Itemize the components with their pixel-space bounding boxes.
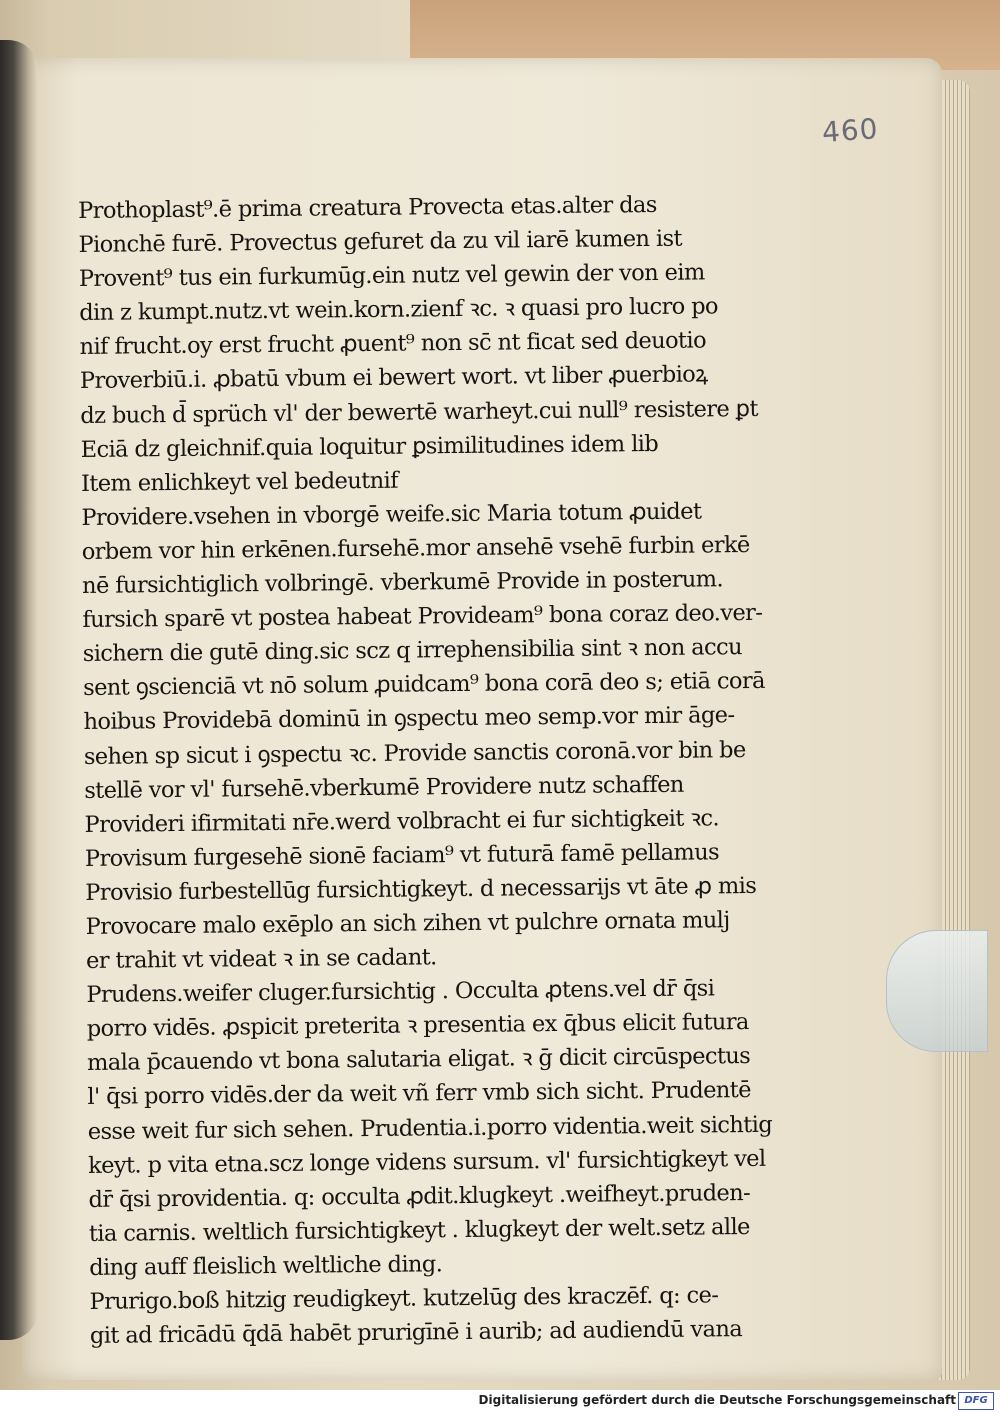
text-line: mala p̄cauendo vt bona salutaria eligat. ꝛ ḡ dicit circūspectus [86, 1043, 751, 1077]
text-line: tia carnis. weltlich fursichtigkeyt . klugkeyt der welt.setz alle [88, 1213, 750, 1247]
text-line: git ad fricādū q̄dā habēt prurigīnē i aurib; ad audiendū vana [89, 1316, 743, 1350]
dfg-logo: DFG [958, 1392, 994, 1410]
text-line: Provocare malo exēplo an sich zihen vt pulchre ornata mulj [85, 907, 730, 940]
text-line: l' q̄si porro vidēs.der da weit vñ ferr vmb sich sicht. Prudentē [87, 1077, 752, 1111]
text-line: Prurigo.boß hitzig reudigkeyt. kutzelūg des kraczēf. q: ce- [89, 1282, 719, 1315]
funding-credit: Digitalisierung gefördert durch die Deutsche Forschungsgemeinschaft [478, 1393, 956, 1407]
text-line: Provideri ifirmitati nr̄e.werd volbracht ei fur sichtigkeit ꝛc. [84, 805, 720, 838]
text-line: din z kumpt.nutz.vt wein.korn.zienf ꝛc. ꝛ quasi pro lucro po [79, 293, 719, 327]
text-line: Pionchē furē. Provectus gefuret da zu vil iarē kumen ist [78, 225, 683, 259]
text-line: hoibus Providebā dominū in ꝯspectu meo semp.vor mir āge- [83, 702, 735, 736]
page-clip [886, 930, 988, 1052]
text-line: sehen sp sicut i ꝯspectu ꝛc. Provide sanctis coronā.vor bin be [83, 736, 746, 770]
text-line: Prudens.weifer cluger.fursichtig . Occulta ꝓtens.vel dr̄ q̄si [86, 975, 715, 1009]
text-line: nē fursichtiglich volbringē. vberkumē Provide in posterum. [81, 566, 724, 600]
text-line: Proverbiū.i. ꝓbatū vbum ei bewert wort. vt liber ꝓuerbioꝝ [79, 361, 708, 395]
text-line: Provisio furbestellūg fursichtigkeyt. d necessarijs vt āte ꝓ mis [85, 872, 757, 906]
footer-bar [0, 1390, 1000, 1412]
text-line: dr̄ q̄si providentia. q: occulta ꝓdit.klugkeyt .weifheyt.pruden- [88, 1179, 751, 1213]
text-line: esse weit fur sich sehen. Prudentia.i.porro videntia.weit sichtig [87, 1111, 773, 1145]
text-line: Prothoplast⁹.ē prima creatura Provecta etas.alter das [78, 191, 657, 224]
text-line: er trahit vt videat ꝛ in se cadant. [85, 944, 437, 975]
text-line: ding auff fleislich weltliche ding. [89, 1251, 443, 1281]
text-line: keyt. p vita etna.scz longe videns sursum. vl' fursichtigkeyt vel [88, 1145, 766, 1179]
text-line: stellē vor vl' fursehē.vberkumē Providere nutz schaffen [84, 771, 684, 804]
text-line: Provent⁹ tus ein furkumūg.ein nutz vel gewin der von eim [78, 259, 705, 293]
text-line: orbem vor hin erkēnen.fursehē.mor ansehē vsehē furbin erkē [81, 531, 750, 565]
text-line: Provi̇dere.vsehen in vborgē weife.sic Maria totum ꝓuidet [81, 498, 702, 531]
page-text-block [78, 187, 780, 1353]
text-line: fursich sparē vt postea habeat Provideam⁹ bona coraz deo.ver- [82, 599, 763, 634]
text-line: nif frucht.oy erst frucht ꝓuent⁹ non sc̄ nt ficat sed deuotio [79, 327, 707, 361]
text-line: porro vidēs. ꝓspicit preterita ꝛ presentia ex q̄bus elicit futura [86, 1009, 749, 1043]
text-line: sent ꝯscienciā vt nō solum ꝓuidcam⁹ bona corā deo s; etiā corā [83, 668, 765, 702]
text-line: Eciā dz gleichnif.quia loquitur ꝑsimilitudines idem lib [80, 430, 659, 463]
text-line: dz buch d̄ sprüch vl' der bewertē warheyt.cui null⁹ resistere ꝑt [80, 395, 758, 429]
text-line: sichern die gutē ding.sic scz q irrephensibilia sint ꝛ non accu [82, 634, 743, 668]
left-page-curl [0, 40, 38, 1340]
text-line: Provisum furgesehē sionē faciam⁹ vt futurā famē pellamus [84, 839, 720, 872]
text-line: Item enlichkeyt vel bedeutnif [80, 467, 398, 497]
folio-number: 460 [820, 112, 880, 149]
